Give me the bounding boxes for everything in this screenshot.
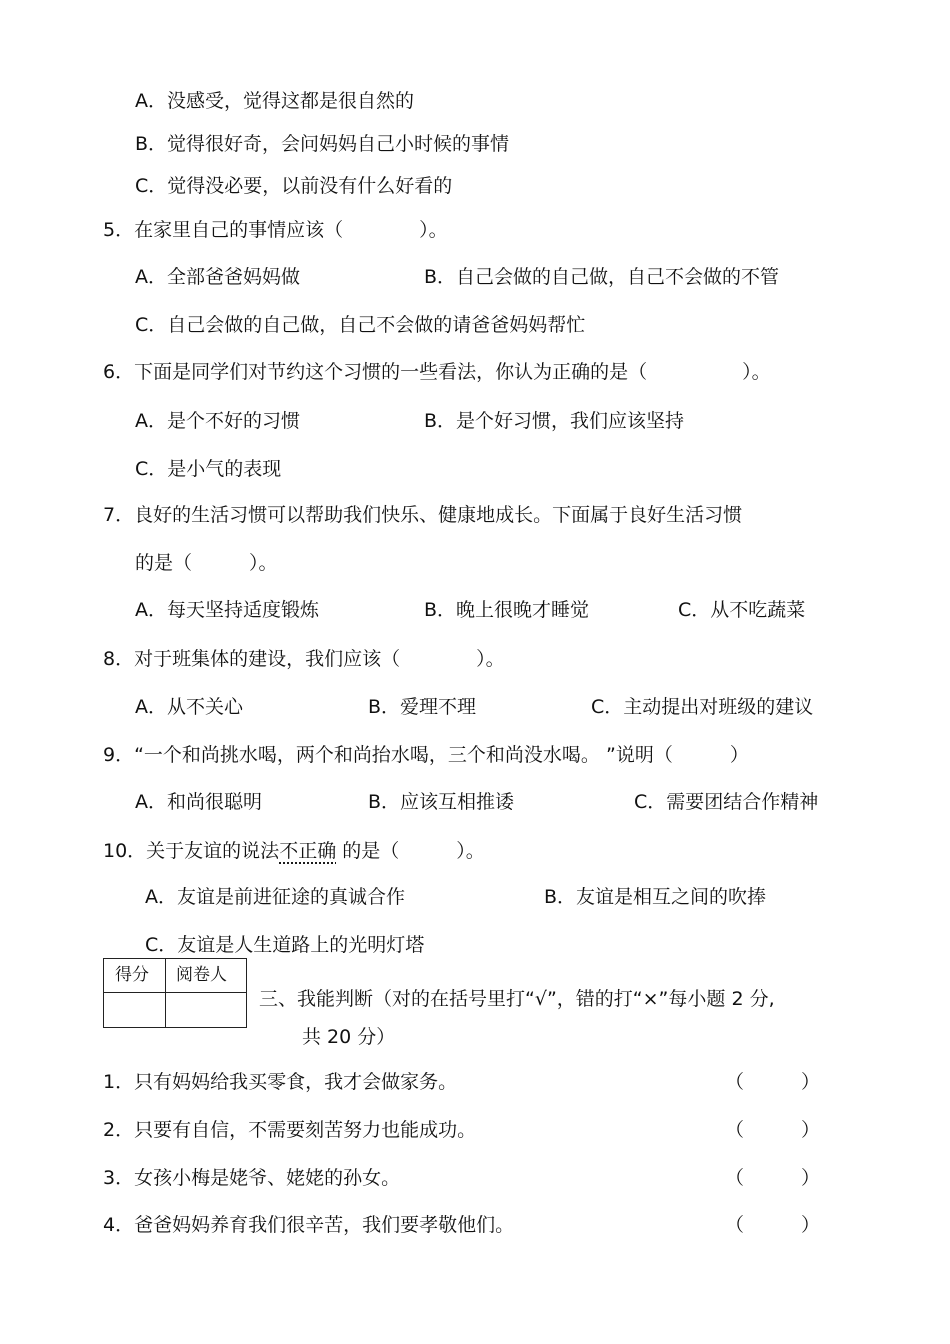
- judge-item-2: 2．只要有自信，不需要刻苦努力也能成功。: [103, 1119, 477, 1141]
- q4-option-c: C．觉得没必要，以前没有什么好看的: [135, 175, 453, 197]
- q10-stem-prefix: 10．关于友谊的说法: [103, 840, 280, 862]
- q8-option-b: B．爱理不理: [368, 696, 477, 718]
- q9-option-c: C．需要团结合作精神: [634, 791, 819, 813]
- q7-option-c: C．从不吃蔬菜: [678, 599, 806, 621]
- score-table-divider-h: [104, 992, 246, 993]
- score-table: [103, 958, 247, 1028]
- q9-option-a: A．和尚很聪明: [135, 791, 262, 813]
- q10-option-c: C．友谊是人生道路上的光明灯塔: [145, 934, 425, 956]
- q10-option-a: A．友谊是前进征途的真诚合作: [145, 886, 405, 908]
- judge-item-3-answer-blank[interactable]: （ ）: [725, 1167, 821, 1189]
- q10-stem-emphasis: 不正确: [279, 840, 337, 862]
- judge-item-2-answer-blank[interactable]: （ ）: [725, 1119, 821, 1141]
- q10-stem-suffix: 的是（ ）。: [336, 840, 485, 862]
- section3-title-line2: 共 20 分）: [302, 1026, 396, 1048]
- q5-option-b: B．自己会做的自己做，自己不会做的不管: [424, 266, 780, 288]
- q7-option-b: B．晚上很晚才睡觉: [424, 599, 590, 621]
- q5-stem: 5．在家里自己的事情应该（ ）。: [103, 219, 448, 241]
- q6-stem: 6．下面是同学们对节约这个习惯的一些看法，你认为正确的是（ ）。: [103, 361, 771, 383]
- q4-option-a: A．没感受，觉得这都是很自然的: [135, 90, 414, 112]
- q7-stem-line1: 7．良好的生活习惯可以帮助我们快乐、健康地成长。下面属于良好生活习惯: [103, 504, 743, 526]
- section3-title-line1: 三、我能判断（对的在括号里打“√”，错的打“×”每小题 2 分,: [259, 988, 775, 1010]
- grader-label: 阅卷人: [176, 965, 227, 985]
- q5-option-c: C．自己会做的自己做，自己不会做的请爸爸妈妈帮忙: [135, 314, 586, 336]
- judge-item-3: 3．女孩小梅是姥爷、姥姥的孙女。: [103, 1167, 401, 1189]
- score-label: 得分: [115, 965, 149, 985]
- judge-item-1: 1．只有妈妈给我买零食，我才会做家务。: [103, 1071, 458, 1093]
- q9-stem: 9．“一个和尚挑水喝，两个和尚抬水喝，三个和尚没水喝。 ”说明（ ）: [103, 744, 749, 766]
- q9-option-b: B．应该互相推诿: [368, 791, 515, 813]
- q8-option-c: C．主动提出对班级的建议: [591, 696, 814, 718]
- judge-item-4: 4．爸爸妈妈养育我们很辛苦，我们要孝敬他们。: [103, 1214, 515, 1236]
- q7-stem-line2: 的是（ ）。: [135, 552, 278, 574]
- q4-option-b: B．觉得很好奇，会问妈妈自己小时候的事情: [135, 133, 510, 155]
- q6-option-a: A．是个不好的习惯: [135, 410, 300, 432]
- q10-stem: [103, 839, 485, 863]
- q7-option-a: A．每天坚持适度锻炼: [135, 599, 319, 621]
- q8-stem: 8．对于班集体的建设，我们应该（ ）。: [103, 648, 505, 670]
- q6-option-b: B．是个好习惯，我们应该坚持: [424, 410, 685, 432]
- q8-option-a: A．从不关心: [135, 696, 243, 718]
- q10-option-b: B．友谊是相互之间的吹捧: [544, 886, 767, 908]
- q6-option-c: C．是小气的表现: [135, 458, 282, 480]
- score-table-divider-v: [165, 959, 166, 1027]
- q5-option-a: A．全部爸爸妈妈做: [135, 266, 300, 288]
- judge-item-1-answer-blank[interactable]: （ ）: [725, 1071, 821, 1093]
- judge-item-4-answer-blank[interactable]: （ ）: [725, 1214, 821, 1236]
